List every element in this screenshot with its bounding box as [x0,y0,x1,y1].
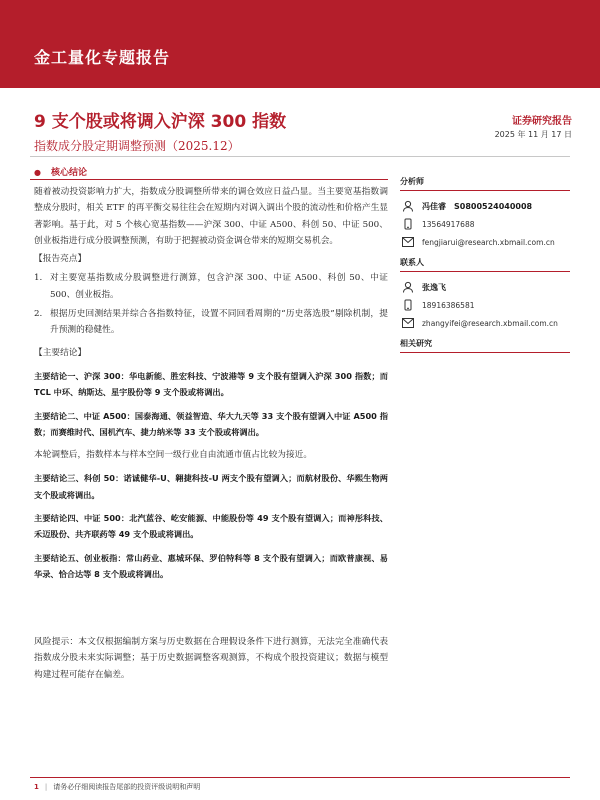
footer-divider [30,777,570,778]
contact-row [400,278,570,296]
note-paragraph: 本轮调整后，指数样本与样本空间一级行业自由流通市值占比较为接近。 [34,450,312,461]
contact-name: 张逸飞 [422,282,446,292]
intro-paragraph: 随着被动投资影响力扩大，指数成分股调整所带来的调仓效应日益凸显。当主要宽基指数调整成分股时，相关 ETF 的再平衡交易往往会在短期内对调入调出个股的流动性和价格产生显著影响。基于此，对 5 个核心宽基指数——沪深 300、中证 A500、科创 50、中证 500、创业板指进行成分股调整预测，有助于把握被动资金调仓带来的短期交易机会。 [34,187,388,246]
conclusion-paragraph: 主要结论三、科创 50：诺诚健华-U、翱捷科技-U 两支个股有望调入；而航材股份、华熙生物两支个股或将调出。 [34,473,388,500]
main-column [34,184,388,582]
list-item [34,306,388,339]
conclusions-label: 【主要结论】 [34,347,87,358]
analyst-email[interactable]: fengjiarui@research.xbmail.com.cn [422,237,555,247]
mail-icon [400,317,416,329]
analyst-row [400,197,570,215]
contact-phone-row [400,296,570,314]
doc-type-label: 证券研究报告 [512,116,572,127]
footer-separator: | [44,783,48,791]
conclusion-paragraph: 主要结论二、中证 A500：国泰海通、领益智造、华大九天等 33 支个股有望调入中证 A500 指数；而赛维时代、国机汽车、捷力纳米等 33 支个股或将调出。 [34,410,388,437]
list-number: 2. [34,309,43,320]
conclusion-paragraph: 主要结论五、创业板指：常山药业、惠城环保、罗伯特科等 8 支个股有望调入；而欧普康视、易华录、恰合达等 8 支个股或将调出。 [34,552,388,579]
contact-email[interactable]: zhangyifei@research.xbmail.com.cn [422,318,558,328]
contact-email-row [400,314,570,332]
analyst-name: 冯佳睿 [422,201,446,211]
risk-warning: 风险提示：本文仅根据编制方案与历史数据在合理假设条件下进行测算，无法完全准确代表指数成分股未来实际调整；基于历史数据调整客观测算，不构成个股投资建议；数据与模型构建过程可能存在偏差。 [34,637,388,680]
contact-phone: 18916386581 [422,300,475,310]
mail-icon [400,236,416,248]
analyst-heading: 分析师 [400,176,570,191]
list-item [34,270,388,303]
person-icon [400,281,416,293]
analyst-cert: S0800524040008 [454,201,533,211]
title-divider [30,156,570,157]
analyst-phone: 13564917688 [422,219,475,229]
footer-disclaimer: 请务必仔细阅读报告尾部的投资评级说明和声明 [53,783,201,791]
bullet-icon: ● [34,168,41,177]
header-banner [0,0,600,88]
phone-icon [400,299,416,311]
contact-heading: 联系人 [400,257,570,272]
conclusion-paragraph: 主要结论一、沪深 300：华电新能、胜宏科技、宁波港等 9 支个股有望调入沪深 300 指数；而 TCL 中环、纳斯达、星宇股份等 9 支个股或将调出。 [34,370,388,398]
related-heading: 相关研究 [400,338,570,353]
sidebar [400,176,570,359]
banner-title: 金工量化专题报告 [34,48,171,67]
page-number: 1 [34,783,39,791]
highlights-label: 【报告亮点】 [34,254,87,265]
analyst-email-row [400,233,570,251]
report-subtitle: 指数成分股定期调整预测（2025.12） [34,139,240,153]
list-text: 根据历史回测结果并综合各指数特征，设置不同回看周期的“历史落选股”剔除机制，提升预测的稳健性。 [50,309,388,336]
report-title: 9 支个股或将调入沪深 300 指数 [34,112,287,132]
phone-icon [400,218,416,230]
section-heading-text: 核心结论 [50,168,87,178]
report-date: 2025 年 11 月 17 日 [494,130,572,139]
footer [34,782,200,792]
conclusion-paragraph: 主要结论四、中证 500：北汽蓝谷、屹安能源、中能股份等 49 支个股有望调入；而神彤科技、禾迈股份、共齐联药等 49 支个股或将调出。 [34,513,388,540]
section-divider [30,179,388,180]
list-number: 1. [34,273,43,284]
section-heading [34,165,87,178]
analyst-phone-row [400,215,570,233]
list-text: 对主要宽基指数成分股调整进行测算，包含沪深 300、中证 A500、科创 50、中证 500、创业板指。 [50,273,388,300]
person-icon [400,200,416,212]
